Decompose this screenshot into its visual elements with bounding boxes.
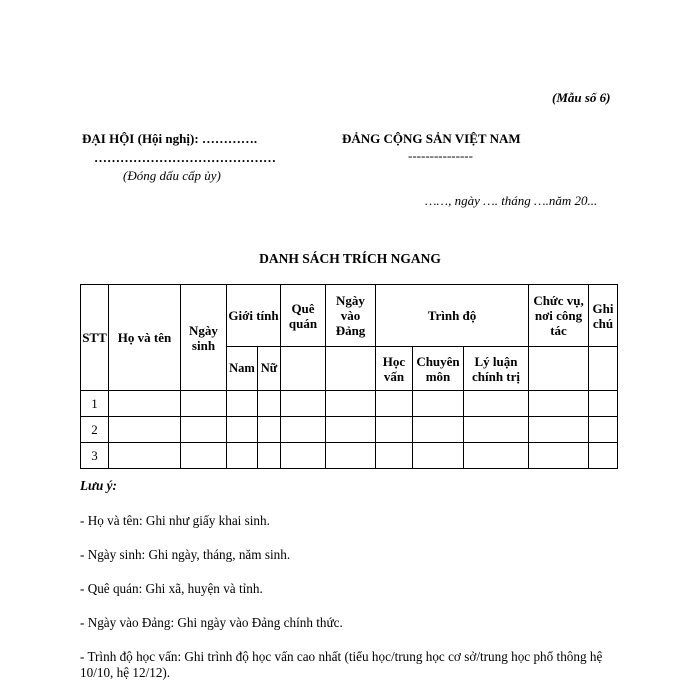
header-name: Họ và tên bbox=[109, 285, 181, 391]
header-education: Trình độ bbox=[376, 285, 529, 347]
header-hometown: Quê quán bbox=[281, 285, 326, 347]
party-name: ĐẢNG CỘNG SẢN VIỆT NAM bbox=[342, 131, 521, 146]
note-item: - Ngày sinh: Ghi ngày, tháng, năm sinh. bbox=[80, 547, 291, 562]
header-female: Nữ bbox=[258, 347, 281, 391]
header-join-date: Ngày vào Đảng bbox=[326, 285, 376, 347]
header-general-edu: Học vấn bbox=[376, 347, 413, 391]
note-item: - Trình độ học vấn: Ghi trình độ học vấn cao nhất (tiểu học/trung học cơ sở/trung học phổ thông hệ 10/10, hệ 12/12). bbox=[80, 649, 603, 680]
header-political: Lý luận chính trị bbox=[464, 347, 529, 391]
empty-cell bbox=[281, 347, 326, 391]
member-list-table bbox=[80, 284, 618, 469]
header-dob: Ngày sinh bbox=[181, 285, 227, 391]
header-specialty: Chuyên môn bbox=[413, 347, 464, 391]
header-gender: Giới tính bbox=[227, 285, 281, 347]
date-line: ……, ngày …. tháng ….năm 20... bbox=[425, 193, 598, 208]
header-note: Ghi chú bbox=[589, 285, 618, 347]
empty-cell bbox=[326, 347, 376, 391]
row-number: 2 bbox=[81, 417, 109, 443]
header-stt: STT bbox=[81, 285, 109, 391]
header-male: Nam bbox=[227, 347, 258, 391]
notes-title: Lưu ý: bbox=[80, 478, 117, 493]
note-item: - Ngày vào Đảng: Ghi ngày vào Đảng chính thức. bbox=[80, 615, 343, 630]
header-position: Chức vụ, nơi công tác bbox=[529, 285, 589, 347]
form-code: (Mẫu số 6) bbox=[552, 90, 611, 105]
congress-label: ĐẠI HỘI (Hội nghị): …………. bbox=[82, 131, 258, 146]
table-row bbox=[81, 443, 618, 469]
note-item: - Quê quán: Ghi xã, huyện và tỉnh. bbox=[80, 581, 263, 596]
empty-cell bbox=[529, 347, 589, 391]
table-row bbox=[81, 417, 618, 443]
row-number: 3 bbox=[81, 443, 109, 469]
notes-section bbox=[80, 478, 625, 699]
row-number: 1 bbox=[81, 391, 109, 417]
table-row bbox=[81, 391, 618, 417]
stamp-note: (Đóng dấu cấp ủy) bbox=[123, 168, 221, 183]
document-title: DANH SÁCH TRÍCH NGANG bbox=[259, 251, 441, 266]
note-item: - Họ và tên: Ghi như giấy khai sinh. bbox=[80, 513, 270, 528]
party-underline: --------------- bbox=[408, 148, 473, 163]
congress-dots: …………………………………… bbox=[94, 150, 276, 165]
empty-cell bbox=[589, 347, 618, 391]
